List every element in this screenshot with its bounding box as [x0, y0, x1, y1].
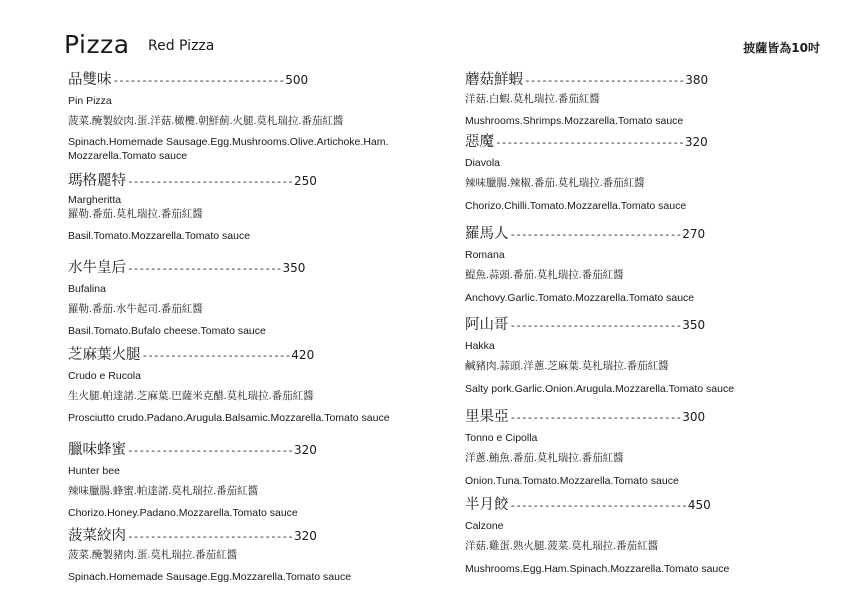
leader-dashes: ----------------------------- [127, 175, 293, 188]
item-price: 500 [285, 73, 309, 87]
item-name: 菠菜絞肉 [68, 528, 126, 544]
item-ingredients-en: Onion.Tuna.Tomato.Mozzarella.Tomato sauce [465, 475, 679, 487]
menu-item [465, 68, 835, 130]
item-name: 阿山哥 [465, 317, 509, 333]
leader-dashes: ---------------------------- [524, 74, 685, 87]
item-ingredients-en: Anchovy.Garlic.Tomato.Mozzarella.Tomato sauce [465, 292, 695, 304]
leader-dashes: ------------------------------ [509, 228, 682, 241]
item-italian-name: Hakka [465, 340, 495, 352]
item-name: 半月餃 [465, 497, 509, 513]
item-ingredients-zh: 辣味臘腸.蜂蜜.帕達諾.莫札瑞拉.番茄紅醬 [68, 485, 259, 497]
item-italian-name: Hunter bee [68, 465, 120, 477]
item-ingredients-en: Prosciutto crudo.Padano.Arugula.Balsamic.Mozzarella.Tomato sauce [68, 412, 390, 424]
leader-dashes: ------------------------------ [112, 74, 285, 87]
item-name: 瑪格麗特 [68, 173, 126, 189]
page-subtitle: Red Pizza [148, 38, 215, 54]
item-price: 450 [687, 498, 711, 512]
item-italian-name: Bufalina [68, 283, 106, 295]
item-italian-name: Margheritta [68, 194, 122, 206]
menu-item [465, 405, 835, 493]
menu-item [68, 343, 428, 438]
item-price: 420 [291, 348, 315, 362]
item-name: 芝麻葉火腿 [68, 347, 141, 363]
menu-item [68, 169, 428, 256]
item-price: 270 [682, 227, 706, 241]
leader-dashes: --------------------------- [127, 262, 282, 275]
leader-dashes: ----------------------------- [127, 444, 293, 457]
size-note: 披薩皆為10吋 [743, 41, 820, 55]
item-ingredients-zh: 洋菇.雞蛋.熟火腿.菠菜.莫札瑞拉.番茄紅醬 [465, 540, 659, 552]
item-italian-name: Pin Pizza [68, 95, 112, 107]
leader-dashes: ------------------------------- [509, 499, 687, 512]
item-ingredients-en: Spinach.Homemade Sausage.Egg.Mushrooms.Olive.Artichoke.Ham. Mozzarella.Tomato sauce [68, 136, 389, 162]
item-name: 蘑菇鮮蝦 [465, 72, 523, 88]
item-name: 里果亞 [465, 409, 509, 425]
item-ingredients-en: Spinach.Homemade Sausage.Egg.Mozzarella.Tomato sauce [68, 571, 352, 583]
item-ingredients-en: Basil.Tomato.Mozzarella.Tomato sauce [68, 230, 251, 242]
item-ingredients-zh: 羅勒.番茄.莫札瑞拉.番茄紅醬 [68, 208, 203, 220]
item-italian-name: Romana [465, 249, 505, 261]
item-price: 300 [682, 410, 706, 424]
item-ingredients-zh: 辣味臘腸.辣椒.番茄.莫札瑞拉.番茄紅醬 [465, 177, 645, 189]
leader-dashes: --------------------------------- [495, 136, 684, 149]
item-ingredients-en: Salty pork.Garlic.Onion.Arugula.Mozzarella.Tomato sauce [465, 383, 735, 395]
page-title: Pizza [64, 30, 130, 59]
item-name: 水牛皇后 [68, 260, 126, 276]
item-ingredients-zh: 菠菜.醃製豬肉.蛋.莫札瑞拉.番茄紅醬 [68, 549, 238, 561]
menu-column-right [465, 68, 835, 576]
item-name: 品雙味 [68, 72, 112, 88]
item-ingredients-en: Mushrooms.Shrimps.Mozzarella.Tomato sauce [465, 115, 684, 127]
item-name: 臘味蜂蜜 [68, 442, 126, 458]
menu-column-left [68, 68, 428, 584]
leader-dashes: ------------------------------ [509, 319, 682, 332]
item-ingredients-en: Chorizo.Honey.Padano.Mozzarella.Tomato sauce [68, 507, 298, 519]
menu-item [465, 130, 835, 222]
item-italian-name: Diavola [465, 157, 501, 169]
item-name: 惡魔 [465, 134, 494, 150]
item-ingredients-zh: 洋蔥.鮪魚.番茄.莫札瑞拉.番茄紅醬 [465, 452, 624, 464]
item-ingredients-zh: 鹹豬肉.蒜頭.洋蔥.芝麻葉.莫札瑞拉.番茄紅醬 [465, 360, 669, 372]
menu-item [465, 313, 835, 405]
item-price: 320 [293, 443, 317, 457]
item-ingredients-zh: 生火腿.帕達諾.芝麻葉.巴薩米克醋.莫札瑞拉.番茄紅醬 [68, 390, 314, 402]
item-italian-name: Calzone [465, 520, 504, 532]
item-ingredients-zh: 菠菜.醃製絞肉.蛋.洋菇.橄欖.朝鮮薊.火腿.莫札瑞拉.番茄紅醬 [68, 115, 344, 127]
item-price: 380 [685, 73, 709, 87]
item-price: 350 [282, 261, 306, 275]
item-price: 320 [293, 529, 317, 543]
item-ingredients-zh: 鯷魚.蒜頭.番茄.莫札瑞拉.番茄紅醬 [465, 269, 624, 281]
leader-dashes: -------------------------- [141, 349, 291, 362]
menu-item [68, 68, 428, 169]
item-italian-name: Tonno e Cipolla [465, 432, 538, 444]
item-ingredients-en: Chorizo.Chilli.Tomato.Mozzarella.Tomato sauce [465, 200, 687, 212]
menu-item [465, 222, 835, 313]
item-price: 350 [682, 318, 706, 332]
item-ingredients-zh: 洋菇.白蝦.莫札瑞拉.番茄紅醬 [465, 93, 600, 105]
item-ingredients-en: Basil.Tomato.Bufalo cheese.Tomato sauce [68, 325, 266, 337]
item-ingredients-en: Mushrooms.Egg.Ham.Spinach.Mozzarella.Tomato sauce [465, 563, 730, 575]
item-italian-name: Crudo e Rucola [68, 370, 141, 382]
item-ingredients-zh: 羅勒.番茄.水牛起司.番茄紅醬 [68, 303, 203, 315]
leader-dashes: ------------------------------ [509, 411, 682, 424]
item-price: 250 [293, 174, 317, 188]
leader-dashes: ----------------------------- [127, 530, 293, 543]
item-price: 320 [684, 135, 708, 149]
menu-item [68, 524, 428, 584]
menu-item [465, 493, 835, 576]
item-name: 羅馬人 [465, 226, 509, 242]
menu-item [68, 256, 428, 343]
menu-item [68, 438, 428, 524]
